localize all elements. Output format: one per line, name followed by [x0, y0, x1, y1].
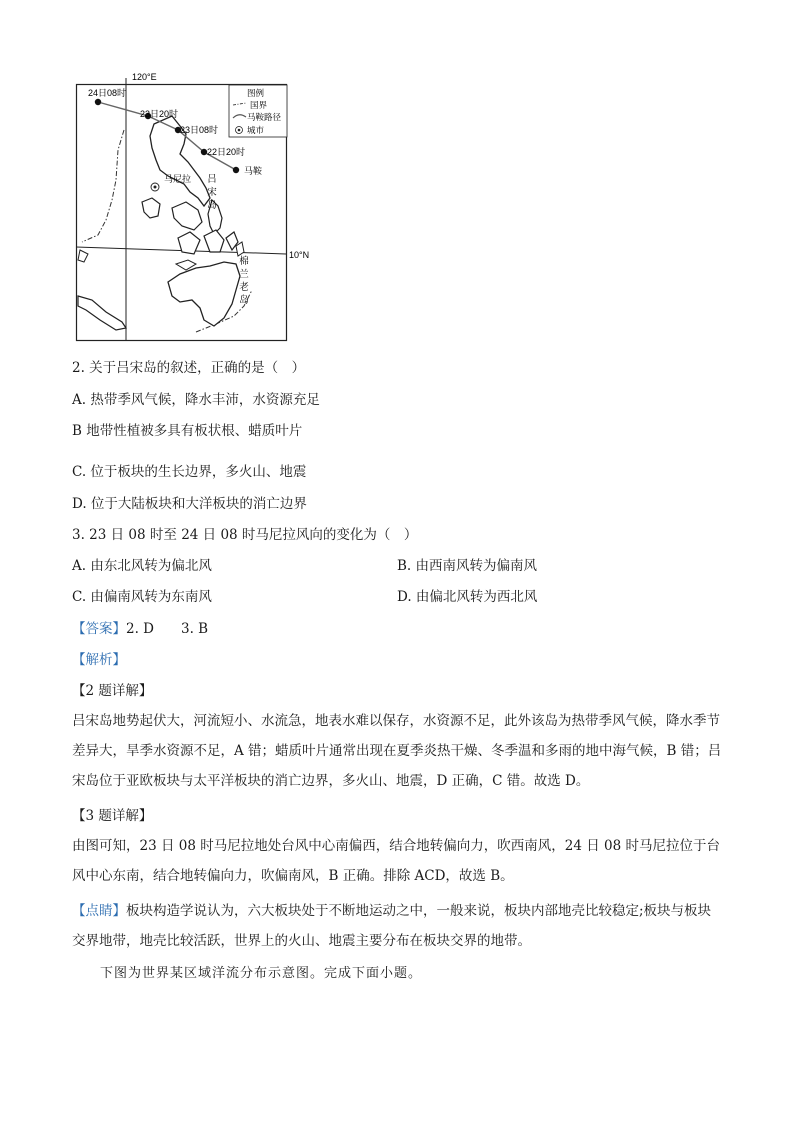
legend-title: 图例 [247, 88, 265, 98]
q3-option-d[interactable]: D. 由偏北风转为西北风 [397, 589, 538, 605]
lat-label: 10°N [289, 250, 310, 260]
mindanao-char-1: 棉 [239, 256, 249, 267]
bohol-island [236, 242, 244, 256]
typhoon-track-map [76, 70, 310, 342]
mindanao-char-3: 老 [239, 282, 249, 293]
label-23d20: 23日20时 [140, 109, 179, 119]
detail-3-text: 由图可知，23 日 08 时马尼拉地处台风中心南偏西，结合地转偏向力，吹西南风，24 日 08 时马尼拉位于台风中心东南，结合地转偏向力，吹偏南风，B 正确。排除 ACD，故选 B。 [72, 838, 720, 884]
q3-option-c[interactable]: C. 由偏南风转为东南风 [72, 589, 212, 605]
negros-island [204, 230, 224, 252]
q2-option-c[interactable]: C. 位于板块的生长边界，多火山、地震 [72, 464, 307, 480]
islet-west [78, 250, 88, 262]
track-point-24d08 [95, 99, 101, 105]
label-manila: 马尼拉 [164, 174, 192, 184]
q2-stem: 2. 关于吕宋岛的叙述，正确的是（ ） [72, 360, 306, 376]
border-west [82, 130, 124, 242]
legend-border: 国界 [250, 100, 268, 110]
mindanao-char-4: 岛 [239, 295, 249, 306]
tip-text: 板块构造学说认为，六大板块处于不断地运动之中，一般来说，板块内部地壳比较稳定;板块与板块交界地带，地壳比较活跃，世界上的火山、地震主要分布在板块交界的地带。 [72, 903, 712, 949]
tip-paragraph [72, 896, 724, 956]
map-legend [229, 85, 287, 137]
luzon-char-3: 岛 [207, 200, 217, 211]
answer-label: 【答案】 [72, 621, 126, 637]
samar-island [172, 202, 202, 230]
luzon-char-2: 宋 [207, 187, 217, 198]
answer-text: 2. D 3. B [126, 621, 209, 637]
tip-label: 【点睛】 [72, 903, 126, 919]
q2-option-d[interactable]: D. 位于大陆板块和大洋板块的消亡边界 [72, 496, 307, 512]
q3-stem: 3. 23 日 08 时至 24 日 08 时马尼拉风向的变化为（ ） [72, 527, 418, 543]
lon-label: 120°E [132, 72, 157, 82]
legend-track: 马鞍路径 [247, 112, 282, 122]
q3-option-b[interactable]: B. 由西南风转为偏南风 [397, 558, 538, 574]
legend-city: 城市 [247, 125, 265, 135]
detail-3-label: 【3 题详解】 [72, 808, 153, 824]
mindoro-island [142, 198, 160, 218]
label-23d08: 23日08时 [180, 125, 219, 135]
analysis-label: 【解析】 [72, 652, 126, 668]
mindanao-island [168, 262, 240, 326]
palawan-island [78, 296, 126, 330]
next-instruction: 下图为世界某区域洋流分布示意图。完成下面小题。 [100, 966, 423, 981]
label-22d20: 22日20时 [207, 147, 246, 157]
label-24d08: 24日08时 [88, 88, 127, 98]
mindanao-char-2: 兰 [239, 269, 249, 280]
label-maan: 马鞍 [244, 166, 263, 176]
q2-option-b[interactable]: B 地带性植被多具有板状根、蜡质叶片 [72, 423, 303, 439]
q3-option-a[interactable]: A. 由东北风转为偏北风 [72, 558, 212, 574]
q2-option-a[interactable]: A. 热带季风气候，降水丰沛，水资源充足 [72, 392, 320, 408]
answer-line [72, 619, 208, 639]
detail-2-label: 【2 题详解】 [72, 683, 153, 699]
track-point-origin [233, 167, 239, 173]
luzon-char-1: 吕 [207, 174, 217, 185]
detail-2-text: 吕宋岛地势起伏大，河流短小、水流急，地表水难以保存，水资源不足，此外该岛为热带季风气候，降水季节差异大，旱季水资源不足，A 错；蜡质叶片通常出现在夏季炎热干燥、冬季温和多雨的地中海气候，B 错；吕宋岛位于亚欧板块与太平洋板块的消亡边界，多火山、地震，D 正确，C 错。故选 D。 [72, 713, 722, 789]
